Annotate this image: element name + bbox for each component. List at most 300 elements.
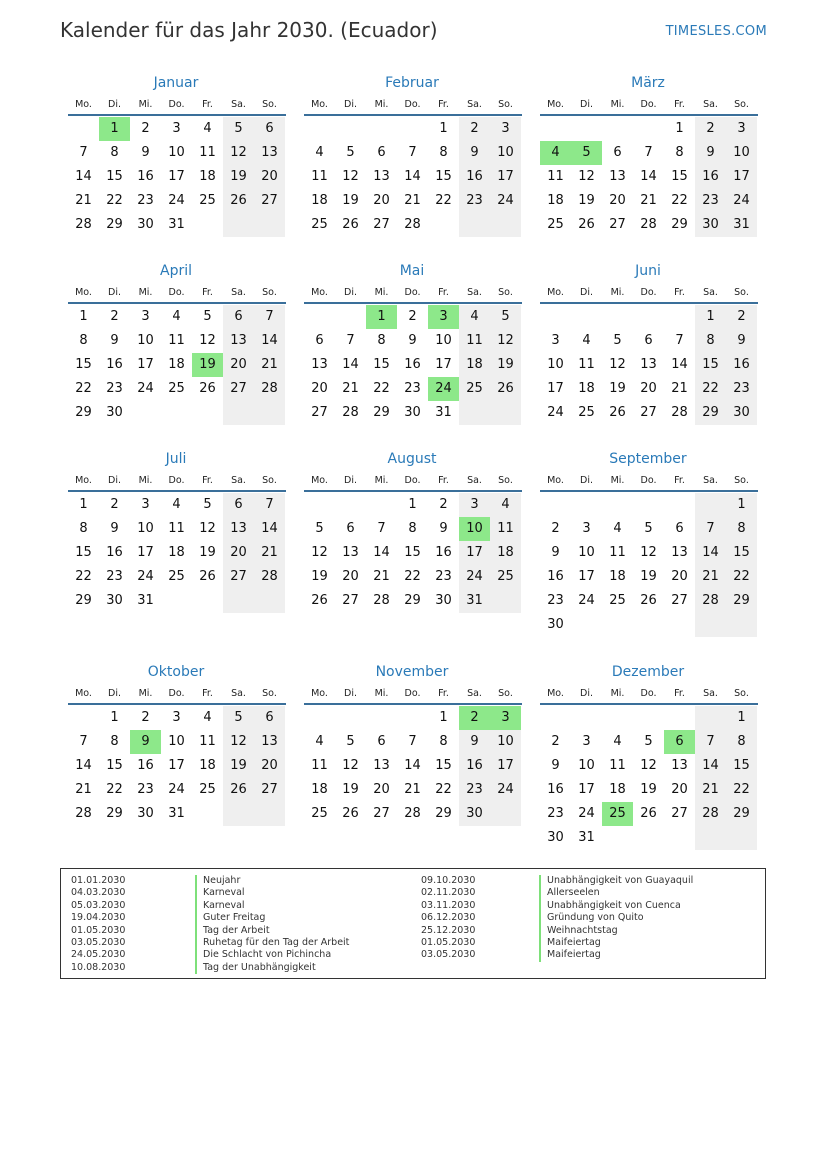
- day-cell: 26: [578, 217, 595, 232]
- day-empty: [571, 305, 602, 329]
- day-cell: 2: [551, 734, 560, 749]
- day-cell: 2: [459, 117, 490, 141]
- weekday-header: [304, 470, 522, 492]
- day-cell: 5: [203, 309, 212, 324]
- day-cell: 17: [435, 357, 452, 372]
- day-cell: 1: [79, 309, 88, 324]
- legend-holiday-name: Neujahr: [195, 875, 349, 887]
- weekday-label: Sa.: [703, 688, 718, 699]
- weekday-label: So.: [498, 475, 513, 486]
- day-cell: 4: [582, 333, 591, 348]
- day-empty: [304, 117, 335, 141]
- weekday-label: Sa.: [467, 99, 482, 110]
- day-cell: 13: [342, 545, 359, 560]
- day-cell: 21: [342, 381, 359, 396]
- day-cell: 20: [311, 381, 328, 396]
- holiday-legend: [60, 868, 766, 979]
- month-10: [66, 661, 286, 826]
- day-cell: 27: [671, 593, 688, 608]
- day-cell: 26: [490, 377, 521, 401]
- day-cell: 1: [675, 121, 684, 136]
- day-cell: 7: [79, 145, 88, 160]
- weekday-label: Do.: [640, 475, 657, 486]
- page-title: Kalender für das Jahr 2030. (Ecuador): [60, 18, 438, 42]
- day-cell: 4: [613, 734, 622, 749]
- weekday-label: Di.: [108, 287, 121, 298]
- day-cell: 23: [435, 569, 452, 584]
- weekday-label: Fr.: [674, 99, 685, 110]
- day-cell: 26: [199, 569, 216, 584]
- weekday-label: Fr.: [438, 287, 449, 298]
- day-cell: 16: [106, 545, 123, 560]
- day-empty: [571, 493, 602, 517]
- day-cell: 1: [79, 497, 88, 512]
- day-empty: [459, 213, 490, 237]
- day-empty: [335, 117, 366, 141]
- day-cell: 19: [609, 381, 626, 396]
- weekday-label: Mi.: [138, 688, 153, 699]
- day-cell: 19: [223, 754, 254, 778]
- day-cell: 11: [168, 521, 185, 536]
- day-cell: 20: [254, 165, 285, 189]
- day-cell: 21: [254, 541, 285, 565]
- day-cell: 27: [609, 217, 626, 232]
- day-cell: 9: [551, 545, 560, 560]
- day-cell: 7: [675, 333, 684, 348]
- day-cell: 29: [75, 405, 92, 420]
- day-cell: 23: [459, 778, 490, 802]
- day-cell: 12: [311, 545, 328, 560]
- day-cell: 16: [137, 169, 154, 184]
- day-empty: [633, 117, 664, 141]
- day-cell: 28: [640, 217, 657, 232]
- day-cell: 12: [490, 329, 521, 353]
- day-cell: 2: [141, 121, 150, 136]
- day-cell: 27: [254, 189, 285, 213]
- day-cell: 4: [203, 710, 212, 725]
- day-cell: 14: [695, 541, 726, 565]
- weekday-label: Mi.: [138, 475, 153, 486]
- day-empty: [664, 493, 695, 517]
- weekday-header: [540, 470, 758, 492]
- legend-holiday-name: Weihnachtstag: [539, 925, 693, 937]
- day-cell: 17: [168, 758, 185, 773]
- day-cell: 10: [137, 333, 154, 348]
- weekday-header: [304, 282, 522, 304]
- day-cell: 8: [110, 145, 119, 160]
- day-cell: 19: [342, 193, 359, 208]
- day-cell: 17: [726, 165, 757, 189]
- day-cell: 17: [490, 754, 521, 778]
- day-cell: 26: [223, 189, 254, 213]
- holiday-day: 2: [459, 706, 490, 730]
- day-cell: 11: [168, 333, 185, 348]
- day-cell: 11: [547, 169, 564, 184]
- day-cell: 10: [168, 145, 185, 160]
- weekday-label: So.: [734, 287, 749, 298]
- weekday-label: Fr.: [202, 475, 213, 486]
- day-cell: 27: [373, 217, 390, 232]
- weekday-label: Do.: [168, 287, 185, 298]
- day-cell: 22: [404, 569, 421, 584]
- day-cell: 27: [373, 806, 390, 821]
- month-name: Juli: [165, 451, 187, 467]
- day-empty: [664, 706, 695, 730]
- day-cell: 10: [137, 521, 154, 536]
- month-name: Juni: [635, 263, 661, 279]
- day-cell: 23: [404, 381, 421, 396]
- legend-date: 10.08.2030: [71, 961, 126, 973]
- day-empty: [540, 493, 571, 517]
- weekday-label: Mi.: [374, 475, 389, 486]
- day-cell: 15: [726, 541, 757, 565]
- day-cell: 27: [640, 405, 657, 420]
- day-cell: 25: [578, 405, 595, 420]
- day-cell: 20: [342, 569, 359, 584]
- day-cell: 15: [695, 353, 726, 377]
- weekday-label: Mi.: [374, 287, 389, 298]
- day-cell: 1: [695, 305, 726, 329]
- day-cell: 16: [547, 782, 564, 797]
- month-6: [538, 260, 758, 425]
- day-cell: 25: [490, 565, 521, 589]
- day-cell: 31: [435, 405, 452, 420]
- day-empty: [68, 706, 99, 730]
- day-cell: 8: [110, 734, 119, 749]
- day-cell: 16: [435, 545, 452, 560]
- weekday-label: Sa.: [231, 688, 246, 699]
- day-cell: 18: [609, 569, 626, 584]
- weekday-label: Mo.: [75, 475, 92, 486]
- weekday-label: Mo.: [547, 287, 564, 298]
- weekday-label: So.: [734, 688, 749, 699]
- weekday-label: Sa.: [231, 99, 246, 110]
- day-cell: 17: [490, 165, 521, 189]
- day-cell: 30: [404, 405, 421, 420]
- day-grid: [540, 305, 758, 425]
- day-cell: 28: [671, 405, 688, 420]
- day-cell: 6: [223, 493, 254, 517]
- day-cell: 17: [168, 169, 185, 184]
- day-cell: 28: [254, 377, 285, 401]
- day-cell: 24: [137, 569, 154, 584]
- day-cell: 8: [726, 517, 757, 541]
- day-cell: 27: [342, 593, 359, 608]
- day-cell: 12: [223, 730, 254, 754]
- day-cell: 20: [671, 782, 688, 797]
- day-cell: 26: [640, 806, 657, 821]
- day-cell: 6: [377, 145, 386, 160]
- day-cell: 30: [459, 802, 490, 826]
- day-grid: [540, 117, 758, 237]
- day-cell: 5: [644, 521, 653, 536]
- legend-date: 05.03.2030: [71, 899, 126, 911]
- day-cell: 20: [254, 754, 285, 778]
- site-link[interactable]: TIMESLES.COM: [665, 24, 767, 39]
- day-cell: 3: [551, 333, 560, 348]
- day-cell: 11: [490, 517, 521, 541]
- day-empty: [695, 493, 726, 517]
- weekday-label: So.: [262, 287, 277, 298]
- day-empty: [633, 826, 664, 850]
- weekday-label: So.: [498, 99, 513, 110]
- day-cell: 5: [490, 305, 521, 329]
- holiday-day: 4: [540, 141, 571, 165]
- weekday-label: Fr.: [202, 99, 213, 110]
- day-grid: [540, 706, 758, 850]
- day-cell: 19: [640, 569, 657, 584]
- day-cell: 19: [311, 569, 328, 584]
- day-grid: [304, 305, 522, 425]
- day-cell: 9: [110, 333, 119, 348]
- holiday-day: 3: [490, 706, 521, 730]
- day-cell: 28: [695, 589, 726, 613]
- month-5: [302, 260, 522, 425]
- day-cell: 30: [695, 213, 726, 237]
- day-cell: 9: [439, 521, 448, 536]
- day-cell: 12: [640, 545, 657, 560]
- weekday-header: [540, 94, 758, 116]
- month-8: [302, 448, 522, 613]
- day-cell: 14: [75, 758, 92, 773]
- day-cell: 11: [459, 329, 490, 353]
- day-cell: 22: [671, 193, 688, 208]
- day-cell: 25: [199, 782, 216, 797]
- weekday-label: Di.: [580, 287, 593, 298]
- day-cell: 22: [75, 569, 92, 584]
- day-cell: 28: [342, 405, 359, 420]
- day-cell: 20: [609, 193, 626, 208]
- day-cell: 12: [578, 169, 595, 184]
- legend-date: 09.10.2030: [421, 875, 476, 886]
- day-cell: 15: [671, 169, 688, 184]
- day-cell: 24: [137, 381, 154, 396]
- day-empty: [254, 802, 285, 826]
- day-cell: 18: [199, 169, 216, 184]
- day-cell: 16: [106, 357, 123, 372]
- holiday-day: 10: [459, 517, 490, 541]
- day-cell: 11: [311, 169, 328, 184]
- day-cell: 7: [254, 305, 285, 329]
- day-cell: 26: [342, 217, 359, 232]
- month-name: November: [375, 664, 449, 680]
- day-cell: 25: [547, 217, 564, 232]
- day-cell: 13: [671, 758, 688, 773]
- legend-holiday-name: Unabhängigkeit von Guayaquil: [539, 875, 693, 887]
- day-cell: 10: [168, 734, 185, 749]
- day-cell: 2: [141, 710, 150, 725]
- day-cell: 10: [435, 333, 452, 348]
- day-cell: 30: [137, 217, 154, 232]
- weekday-header: [68, 282, 286, 304]
- day-empty: [223, 802, 254, 826]
- month-name: Oktober: [147, 664, 205, 680]
- day-cell: 26: [342, 806, 359, 821]
- day-cell: 16: [459, 165, 490, 189]
- day-cell: 24: [490, 778, 521, 802]
- day-cell: 3: [172, 121, 181, 136]
- weekday-label: Di.: [108, 688, 121, 699]
- day-cell: 18: [609, 782, 626, 797]
- day-cell: 6: [223, 305, 254, 329]
- day-empty: [602, 706, 633, 730]
- holiday-day: 6: [664, 730, 695, 754]
- day-cell: 21: [695, 778, 726, 802]
- day-cell: 13: [223, 517, 254, 541]
- weekday-label: So.: [262, 475, 277, 486]
- legend-date: 01.05.2030: [421, 936, 476, 948]
- day-cell: 2: [695, 117, 726, 141]
- day-cell: 21: [695, 565, 726, 589]
- month-name: Dezember: [611, 664, 685, 680]
- day-cell: 11: [578, 357, 595, 372]
- day-cell: 14: [75, 169, 92, 184]
- weekday-label: Sa.: [231, 475, 246, 486]
- weekday-label: Mi.: [610, 99, 625, 110]
- weekday-label: Do.: [640, 99, 657, 110]
- day-cell: 17: [459, 541, 490, 565]
- legend-date: 06.12.2030: [421, 912, 476, 924]
- weekday-label: Sa.: [467, 287, 482, 298]
- weekday-label: Mi.: [610, 688, 625, 699]
- weekday-label: Di.: [580, 475, 593, 486]
- day-cell: 6: [346, 521, 355, 536]
- day-cell: 1: [439, 121, 448, 136]
- legend-holiday-name: Tag der Unabhängigkeit: [195, 962, 349, 974]
- day-cell: 26: [223, 778, 254, 802]
- day-empty: [254, 213, 285, 237]
- weekday-label: Di.: [108, 99, 121, 110]
- day-cell: 15: [106, 758, 123, 773]
- day-grid: [68, 493, 286, 613]
- day-cell: 30: [726, 401, 757, 425]
- day-cell: 30: [106, 593, 123, 608]
- day-cell: 2: [439, 497, 448, 512]
- weekday-label: Do.: [640, 688, 657, 699]
- day-cell: 4: [459, 305, 490, 329]
- day-cell: 25: [311, 217, 328, 232]
- day-empty: [633, 305, 664, 329]
- day-cell: 14: [695, 754, 726, 778]
- day-empty: [161, 589, 192, 613]
- day-cell: 25: [311, 806, 328, 821]
- legend-date: 01.01.2030: [71, 875, 126, 886]
- day-cell: 27: [311, 405, 328, 420]
- weekday-label: Di.: [344, 475, 357, 486]
- weekday-label: Sa.: [703, 99, 718, 110]
- weekday-label: Di.: [580, 99, 593, 110]
- weekday-label: So.: [262, 99, 277, 110]
- day-cell: 29: [726, 802, 757, 826]
- day-empty: [304, 305, 335, 329]
- weekday-label: Di.: [344, 99, 357, 110]
- day-cell: 29: [106, 806, 123, 821]
- day-cell: 6: [613, 145, 622, 160]
- day-empty: [223, 589, 254, 613]
- day-cell: 14: [373, 545, 390, 560]
- day-cell: 28: [404, 217, 421, 232]
- month-name: Februar: [385, 75, 439, 91]
- day-cell: 18: [547, 193, 564, 208]
- day-cell: 29: [404, 593, 421, 608]
- day-cell: 23: [106, 569, 123, 584]
- day-cell: 26: [609, 405, 626, 420]
- day-grid: [68, 305, 286, 425]
- weekday-label: Mo.: [547, 99, 564, 110]
- weekday-label: Fr.: [674, 688, 685, 699]
- day-empty: [459, 401, 490, 425]
- day-cell: 3: [459, 493, 490, 517]
- day-cell: 10: [490, 730, 521, 754]
- day-cell: 9: [408, 333, 417, 348]
- day-empty: [602, 613, 633, 637]
- day-empty: [397, 706, 428, 730]
- day-empty: [335, 305, 366, 329]
- day-cell: 13: [671, 545, 688, 560]
- day-empty: [223, 401, 254, 425]
- month-3: [538, 72, 758, 237]
- legend-date: 24.05.2030: [71, 949, 126, 961]
- day-cell: 16: [726, 353, 757, 377]
- day-cell: 13: [373, 169, 390, 184]
- day-cell: 15: [726, 754, 757, 778]
- legend-holiday-name: Karneval: [195, 887, 349, 899]
- weekday-label: Do.: [168, 475, 185, 486]
- weekday-label: Mi.: [610, 475, 625, 486]
- month-name: Mai: [399, 263, 425, 279]
- weekday-header: [68, 683, 286, 705]
- day-cell: 10: [578, 758, 595, 773]
- holiday-day: 25: [602, 802, 633, 826]
- weekday-label: Do.: [640, 287, 657, 298]
- day-cell: 7: [695, 517, 726, 541]
- weekday-label: Mo.: [75, 688, 92, 699]
- day-cell: 29: [75, 593, 92, 608]
- legend-date: 02.11.2030: [421, 887, 476, 899]
- month-name: Januar: [153, 75, 199, 91]
- day-cell: 12: [342, 169, 359, 184]
- day-cell: 19: [342, 782, 359, 797]
- weekday-label: Sa.: [703, 475, 718, 486]
- day-cell: 3: [726, 117, 757, 141]
- day-empty: [304, 493, 335, 517]
- weekday-label: Do.: [168, 99, 185, 110]
- day-empty: [192, 213, 223, 237]
- day-empty: [490, 589, 521, 613]
- day-empty: [335, 706, 366, 730]
- day-empty: [490, 213, 521, 237]
- day-cell: 24: [490, 189, 521, 213]
- day-cell: 1: [439, 710, 448, 725]
- day-cell: 20: [640, 381, 657, 396]
- weekday-header: [304, 683, 522, 705]
- day-empty: [68, 117, 99, 141]
- day-empty: [366, 117, 397, 141]
- day-cell: 3: [141, 309, 150, 324]
- day-cell: 19: [223, 165, 254, 189]
- day-cell: 24: [578, 806, 595, 821]
- day-cell: 2: [551, 521, 560, 536]
- day-cell: 26: [199, 381, 216, 396]
- day-cell: 17: [578, 569, 595, 584]
- day-cell: 28: [75, 217, 92, 232]
- legend-date: 19.04.2030: [71, 912, 126, 924]
- day-cell: 29: [106, 217, 123, 232]
- day-cell: 24: [168, 193, 185, 208]
- holiday-day: 1: [99, 117, 130, 141]
- day-cell: 3: [172, 710, 181, 725]
- day-cell: 13: [373, 758, 390, 773]
